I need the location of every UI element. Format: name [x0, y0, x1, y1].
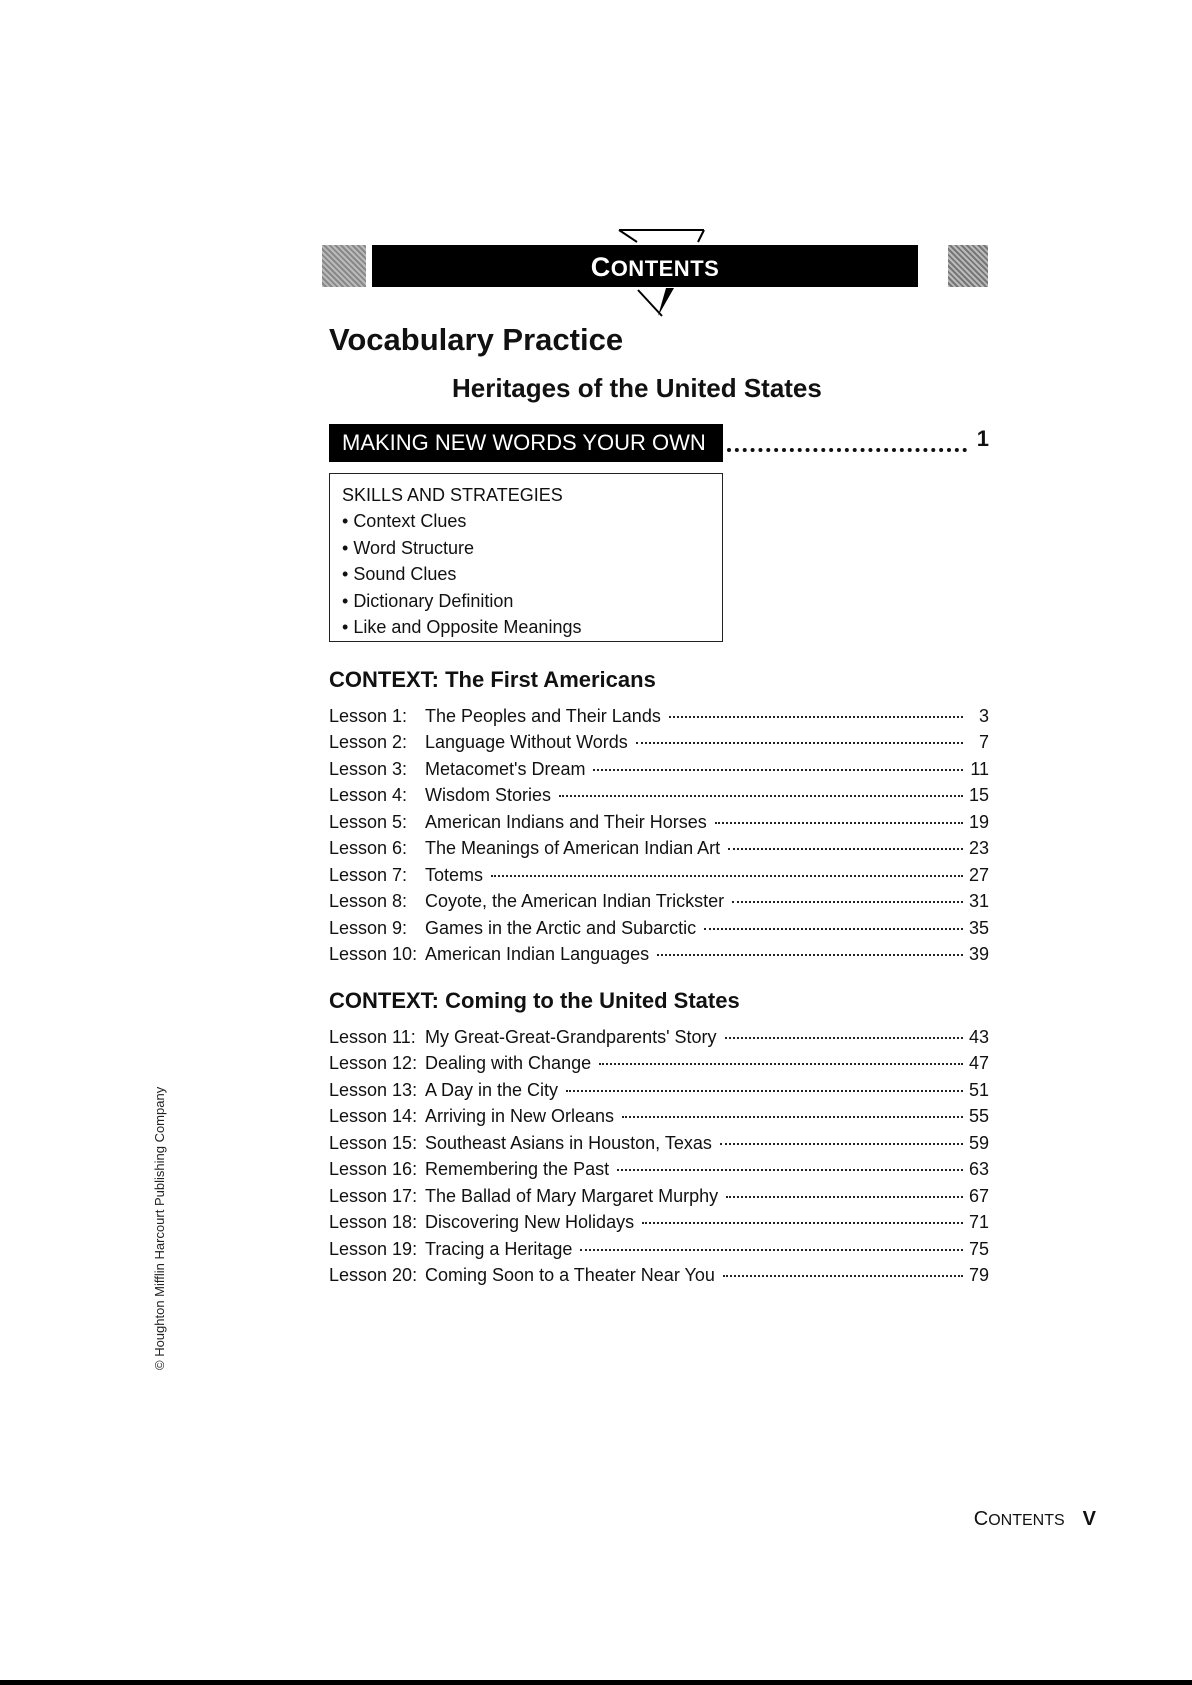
lesson-page-number: 19 [968, 811, 989, 832]
lesson-number: Lesson 10: [329, 943, 418, 964]
lesson-page-number: 11 [970, 758, 989, 779]
page-subheading: Heritages of the United States [452, 373, 822, 403]
lesson-page-number: 43 [968, 1027, 989, 1047]
lesson-page-number: 7 [978, 732, 989, 753]
lesson-entry [329, 1239, 989, 1265]
lesson-title: Tracing a Heritage [425, 1238, 573, 1259]
lesson-entry [329, 1212, 989, 1238]
lesson-number: Lesson 15: [329, 1132, 418, 1153]
lesson-number: Lesson 12: [329, 1053, 418, 1074]
lesson-number: Lesson 6: [329, 838, 408, 859]
lesson-entry [329, 865, 989, 891]
page-footer [974, 1508, 1096, 1531]
lesson-number: Lesson 1: [329, 706, 408, 726]
dot-leader [491, 875, 963, 877]
context-heading: CONTEXT: Coming to the United States [329, 988, 740, 1013]
lesson-title: Coyote, the American Indian Trickster [425, 891, 725, 912]
lesson-list [329, 1027, 989, 1291]
lesson-number: Lesson 11: [329, 1027, 416, 1047]
lesson-entry [329, 1186, 989, 1212]
dot-leader [642, 1222, 963, 1224]
contents-banner [322, 228, 988, 290]
banner-title: CONTENTS [590, 252, 720, 282]
dot-leader [580, 1249, 963, 1251]
lesson-page-number: 23 [968, 838, 989, 859]
lesson-title: Arriving in New Orleans [425, 1106, 615, 1127]
lesson-entry [329, 944, 989, 970]
lesson-page-number: 63 [968, 1159, 989, 1180]
lesson-number: Lesson 4: [329, 785, 408, 806]
lesson-title: Wisdom Stories [425, 785, 552, 806]
skills-item: • Like and Opposite Meanings [342, 614, 710, 640]
unit-page-number: 1 [976, 426, 989, 451]
lesson-title: Games in the Arctic and Subarctic [425, 917, 697, 938]
lesson-title: The Ballad of Mary Margaret Murphy [425, 1185, 719, 1206]
lesson-title: American Indians and Their Horses [425, 811, 707, 832]
lesson-number: Lesson 18: [329, 1212, 418, 1233]
lesson-title: American Indian Languages [425, 943, 650, 964]
skills-title: SKILLS AND STRATEGIES [342, 485, 563, 505]
lesson-page-number: 27 [968, 864, 989, 885]
lesson-entry [329, 785, 989, 811]
dot-leader [715, 822, 963, 824]
dot-leader [669, 716, 963, 718]
lesson-number: Lesson 3: [329, 758, 408, 779]
lesson-page-number: 3 [978, 706, 989, 726]
dot-leader [622, 1116, 963, 1118]
context-heading: CONTEXT: The First Americans [329, 667, 656, 692]
skills-item: • Dictionary Definition [342, 588, 710, 614]
lesson-title: My Great-Great-Grandparents' Story [425, 1027, 717, 1047]
lesson-number: Lesson 9: [329, 917, 408, 938]
lesson-entry [329, 918, 989, 944]
lesson-entry [329, 1080, 989, 1106]
dot-leader [636, 742, 963, 744]
lesson-page-number: 55 [968, 1106, 989, 1127]
dot-leader [704, 928, 963, 930]
lesson-page-number: 15 [968, 785, 989, 806]
dot-leader [566, 1090, 963, 1092]
lesson-entry [329, 1027, 989, 1053]
dot-leader [617, 1169, 963, 1171]
lesson-list [329, 706, 989, 970]
lesson-number: Lesson 7: [329, 864, 408, 885]
skills-item: • Sound Clues [342, 561, 710, 587]
lesson-number: Lesson 20: [329, 1264, 418, 1285]
lesson-number: Lesson 13: [329, 1079, 418, 1100]
lesson-entry [329, 706, 989, 732]
lesson-entry [329, 732, 989, 758]
lesson-number: Lesson 2: [329, 732, 408, 753]
lesson-entry [329, 1159, 989, 1185]
lesson-page-number: 71 [968, 1212, 989, 1233]
lesson-number: Lesson 14: [329, 1106, 418, 1127]
lesson-title: Dealing with Change [425, 1053, 592, 1074]
lesson-title: Metacomet's Dream [425, 758, 586, 779]
skills-box [329, 473, 723, 642]
lesson-title: Southeast Asians in Houston, Texas [425, 1132, 712, 1153]
lesson-title: The Peoples and Their Lands [425, 706, 661, 726]
lesson-entry [329, 1053, 989, 1079]
dot-leader [723, 1275, 963, 1277]
dot-leader [657, 954, 963, 956]
dot-leader [726, 1196, 963, 1198]
lesson-title: Remembering the Past [425, 1159, 610, 1180]
dot-leader [728, 848, 963, 850]
lesson-page-number: 39 [968, 943, 989, 964]
lesson-page-number: 59 [968, 1132, 989, 1153]
lesson-entry [329, 759, 989, 785]
lesson-entry [329, 891, 989, 917]
dot-leader [727, 434, 967, 452]
lesson-page-number: 79 [968, 1264, 989, 1285]
lesson-entry [329, 1106, 989, 1132]
lesson-entry [329, 1133, 989, 1159]
lesson-number: Lesson 19: [329, 1238, 418, 1259]
lesson-title: Discovering New Holidays [425, 1212, 635, 1233]
dot-leader [599, 1063, 963, 1065]
unit-entry [329, 424, 989, 462]
lesson-number: Lesson 8: [329, 891, 408, 912]
lesson-number: Lesson 5: [329, 811, 408, 832]
lesson-entry [329, 812, 989, 838]
skills-item: • Context Clues [342, 508, 710, 534]
lesson-page-number: 75 [968, 1238, 989, 1259]
dot-leader [720, 1143, 963, 1145]
lesson-page-number: 35 [968, 917, 989, 938]
lesson-number: Lesson 17: [329, 1185, 418, 1206]
lesson-number: Lesson 16: [329, 1159, 418, 1180]
lesson-page-number: 51 [968, 1079, 989, 1100]
page-heading: Vocabulary Practice [329, 322, 624, 357]
skills-item: • Word Structure [342, 535, 710, 561]
page-number: V [1082, 1508, 1096, 1530]
lesson-title: Coming Soon to a Theater Near You [425, 1264, 715, 1285]
lesson-page-number: 47 [968, 1053, 989, 1074]
copyright-notice: © Houghton Mifflin Harcourt Publishing Company [152, 1086, 167, 1370]
page-edge [0, 1680, 1192, 1685]
footer-label: CONTENTS [973, 1508, 1065, 1530]
lesson-page-number: 67 [968, 1185, 989, 1206]
lesson-title: Language Without Words [425, 732, 628, 753]
lesson-page-number: 31 [968, 891, 989, 912]
lesson-title: Totems [425, 864, 484, 885]
dot-leader [725, 1037, 963, 1039]
lesson-title: A Day in the City [425, 1079, 559, 1100]
unit-label: MAKING NEW WORDS YOUR OWN [329, 424, 723, 462]
lesson-title: The Meanings of American Indian Art [425, 838, 721, 859]
dot-leader [732, 901, 963, 903]
dot-leader [559, 795, 963, 797]
lesson-entry [329, 1265, 989, 1291]
lesson-entry [329, 838, 989, 864]
dot-leader [593, 769, 963, 771]
